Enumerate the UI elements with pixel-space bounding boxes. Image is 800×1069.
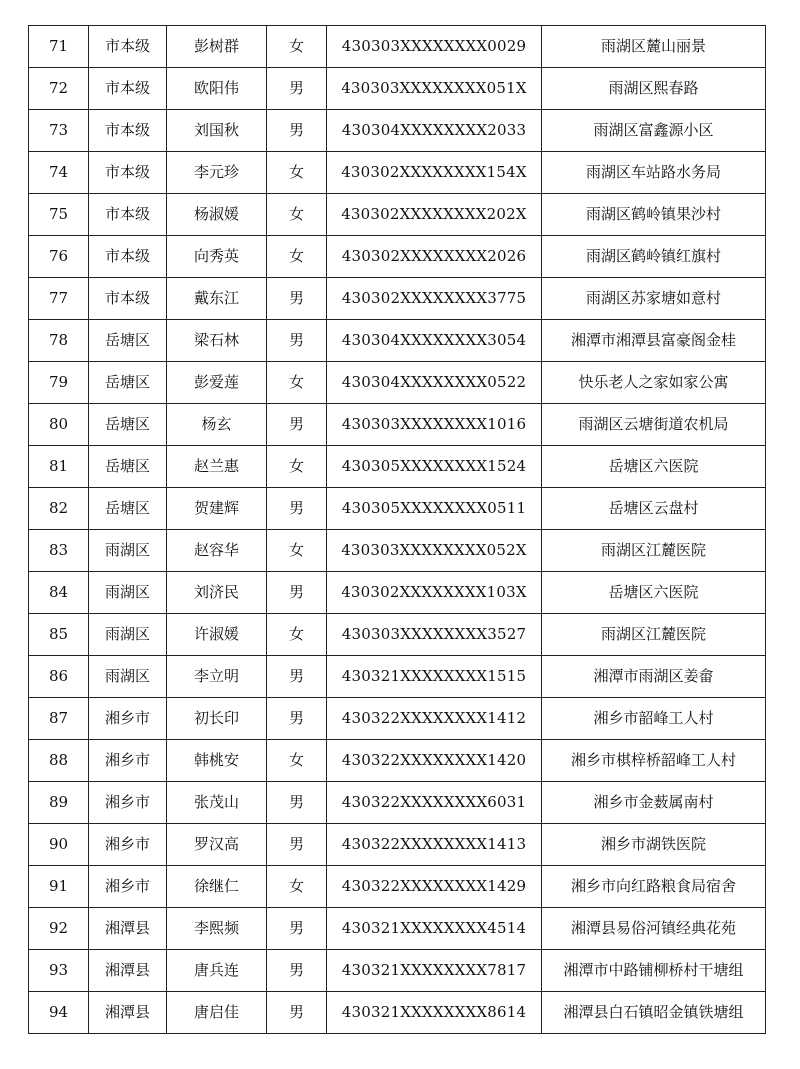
cell-name: 赵容华 [167,530,267,572]
cell-gender: 男 [267,824,327,866]
cell-number: 82 [29,488,89,530]
cell-id-number: 430322XXXXXXXX1412 [327,698,542,740]
cell-id-number: 430303XXXXXXXX051X [327,68,542,110]
cell-name: 彭树群 [167,26,267,68]
cell-district: 湘潭县 [89,908,167,950]
cell-district: 湘乡市 [89,698,167,740]
table-row [29,782,766,824]
cell-address: 雨湖区云塘街道农机局 [542,404,766,446]
table-row [29,152,766,194]
cell-name: 李立明 [167,656,267,698]
cell-gender: 男 [267,950,327,992]
cell-district: 市本级 [89,110,167,152]
cell-gender: 女 [267,194,327,236]
cell-id-number: 430302XXXXXXXX202X [327,194,542,236]
cell-gender: 男 [267,572,327,614]
table-row [29,908,766,950]
cell-number: 88 [29,740,89,782]
cell-district: 岳塘区 [89,362,167,404]
cell-number: 78 [29,320,89,362]
cell-district: 湘潭县 [89,950,167,992]
table-row [29,824,766,866]
cell-district: 市本级 [89,194,167,236]
cell-district: 湘潭县 [89,992,167,1034]
cell-name: 张茂山 [167,782,267,824]
cell-name: 唐启佳 [167,992,267,1034]
cell-id-number: 430302XXXXXXXX103X [327,572,542,614]
table-row [29,488,766,530]
table-row [29,320,766,362]
cell-address: 湘乡市棋梓桥韶峰工人村 [542,740,766,782]
table-row [29,404,766,446]
cell-number: 80 [29,404,89,446]
cell-number: 86 [29,656,89,698]
cell-gender: 男 [267,404,327,446]
cell-number: 90 [29,824,89,866]
cell-id-number: 430321XXXXXXXX4514 [327,908,542,950]
table-row [29,656,766,698]
cell-number: 84 [29,572,89,614]
cell-address: 岳塘区云盘村 [542,488,766,530]
cell-number: 77 [29,278,89,320]
table-row [29,740,766,782]
cell-district: 湘乡市 [89,866,167,908]
cell-name: 戴东江 [167,278,267,320]
cell-district: 市本级 [89,278,167,320]
cell-address: 雨湖区鹤岭镇红旗村 [542,236,766,278]
cell-name: 向秀英 [167,236,267,278]
cell-id-number: 430303XXXXXXXX1016 [327,404,542,446]
cell-gender: 男 [267,110,327,152]
cell-address: 雨湖区鹤岭镇果沙村 [542,194,766,236]
cell-gender: 男 [267,698,327,740]
cell-address: 雨湖区车站路水务局 [542,152,766,194]
cell-address: 雨湖区熙春路 [542,68,766,110]
cell-id-number: 430302XXXXXXXX3775 [327,278,542,320]
cell-address: 雨湖区富鑫源小区 [542,110,766,152]
cell-number: 79 [29,362,89,404]
cell-name: 彭爱莲 [167,362,267,404]
table-row [29,950,766,992]
cell-number: 87 [29,698,89,740]
cell-id-number: 430322XXXXXXXX1420 [327,740,542,782]
cell-address: 湘潭县易俗河镇经典花苑 [542,908,766,950]
cell-address: 雨湖区江麓医院 [542,614,766,656]
cell-name: 刘国秋 [167,110,267,152]
cell-name: 梁石林 [167,320,267,362]
cell-id-number: 430322XXXXXXXX1429 [327,866,542,908]
cell-address: 湘乡市向红路粮食局宿舍 [542,866,766,908]
cell-district: 岳塘区 [89,404,167,446]
cell-number: 71 [29,26,89,68]
table-row [29,236,766,278]
cell-address: 岳塘区六医院 [542,446,766,488]
cell-number: 89 [29,782,89,824]
cell-name: 唐兵连 [167,950,267,992]
table-row [29,278,766,320]
cell-id-number: 430302XXXXXXXX154X [327,152,542,194]
cell-gender: 男 [267,782,327,824]
cell-name: 徐继仁 [167,866,267,908]
cell-address: 湘潭市中路铺柳桥村干塘组 [542,950,766,992]
cell-address: 雨湖区苏家塘如意村 [542,278,766,320]
cell-gender: 女 [267,362,327,404]
cell-name: 欧阳伟 [167,68,267,110]
table-row [29,68,766,110]
cell-id-number: 430321XXXXXXXX1515 [327,656,542,698]
cell-gender: 男 [267,488,327,530]
cell-id-number: 430322XXXXXXXX1413 [327,824,542,866]
cell-gender: 男 [267,68,327,110]
cell-number: 81 [29,446,89,488]
cell-district: 湘乡市 [89,824,167,866]
cell-gender: 男 [267,320,327,362]
cell-district: 雨湖区 [89,530,167,572]
cell-address: 湘潭市雨湖区姜畲 [542,656,766,698]
cell-id-number: 430303XXXXXXXX052X [327,530,542,572]
cell-number: 75 [29,194,89,236]
cell-name: 杨淑媛 [167,194,267,236]
cell-id-number: 430321XXXXXXXX8614 [327,992,542,1034]
cell-id-number: 430304XXXXXXXX3054 [327,320,542,362]
cell-address: 湘潭县白石镇昭金镇铁塘组 [542,992,766,1034]
table-row [29,992,766,1034]
cell-id-number: 430321XXXXXXXX7817 [327,950,542,992]
roster-table [28,25,766,1034]
cell-address: 雨湖区麓山丽景 [542,26,766,68]
cell-district: 湘乡市 [89,782,167,824]
cell-id-number: 430303XXXXXXXX3527 [327,614,542,656]
cell-name: 杨玄 [167,404,267,446]
cell-district: 岳塘区 [89,488,167,530]
cell-gender: 男 [267,992,327,1034]
cell-address: 湘潭市湘潭县富豪阁金桂 [542,320,766,362]
table-row [29,572,766,614]
cell-district: 雨湖区 [89,656,167,698]
cell-district: 湘乡市 [89,740,167,782]
cell-district: 岳塘区 [89,446,167,488]
cell-number: 85 [29,614,89,656]
table-row [29,110,766,152]
cell-id-number: 430305XXXXXXXX1524 [327,446,542,488]
cell-number: 92 [29,908,89,950]
cell-id-number: 430302XXXXXXXX2026 [327,236,542,278]
cell-number: 76 [29,236,89,278]
cell-name: 赵兰惠 [167,446,267,488]
cell-district: 市本级 [89,26,167,68]
cell-name: 初长印 [167,698,267,740]
table-row [29,26,766,68]
cell-name: 贺建辉 [167,488,267,530]
cell-address: 湘乡市金薮属南村 [542,782,766,824]
cell-name: 韩桃安 [167,740,267,782]
cell-number: 73 [29,110,89,152]
table-row [29,614,766,656]
table-row [29,194,766,236]
cell-address: 湘乡市湖铁医院 [542,824,766,866]
cell-number: 72 [29,68,89,110]
cell-number: 74 [29,152,89,194]
cell-gender: 男 [267,278,327,320]
cell-address: 快乐老人之家如家公寓 [542,362,766,404]
table-row [29,362,766,404]
cell-name: 刘济民 [167,572,267,614]
cell-district: 岳塘区 [89,320,167,362]
cell-district: 市本级 [89,236,167,278]
cell-id-number: 430304XXXXXXXX2033 [327,110,542,152]
cell-number: 91 [29,866,89,908]
cell-name: 李元珍 [167,152,267,194]
cell-gender: 女 [267,614,327,656]
cell-number: 93 [29,950,89,992]
cell-gender: 女 [267,152,327,194]
cell-id-number: 430305XXXXXXXX0511 [327,488,542,530]
cell-gender: 男 [267,908,327,950]
cell-gender: 女 [267,740,327,782]
cell-address: 雨湖区江麓医院 [542,530,766,572]
roster-table-body [29,26,766,1034]
table-row [29,698,766,740]
cell-district: 市本级 [89,68,167,110]
cell-gender: 女 [267,236,327,278]
cell-name: 许淑媛 [167,614,267,656]
table-row [29,446,766,488]
cell-id-number: 430304XXXXXXXX0522 [327,362,542,404]
cell-gender: 女 [267,446,327,488]
cell-district: 市本级 [89,152,167,194]
table-row [29,866,766,908]
table-row [29,530,766,572]
cell-address: 岳塘区六医院 [542,572,766,614]
cell-name: 李熙频 [167,908,267,950]
cell-district: 雨湖区 [89,614,167,656]
cell-gender: 女 [267,530,327,572]
cell-gender: 男 [267,656,327,698]
cell-id-number: 430303XXXXXXXX0029 [327,26,542,68]
cell-district: 雨湖区 [89,572,167,614]
cell-gender: 女 [267,866,327,908]
cell-number: 83 [29,530,89,572]
cell-name: 罗汉高 [167,824,267,866]
cell-id-number: 430322XXXXXXXX6031 [327,782,542,824]
cell-gender: 女 [267,26,327,68]
cell-number: 94 [29,992,89,1034]
cell-address: 湘乡市韶峰工人村 [542,698,766,740]
